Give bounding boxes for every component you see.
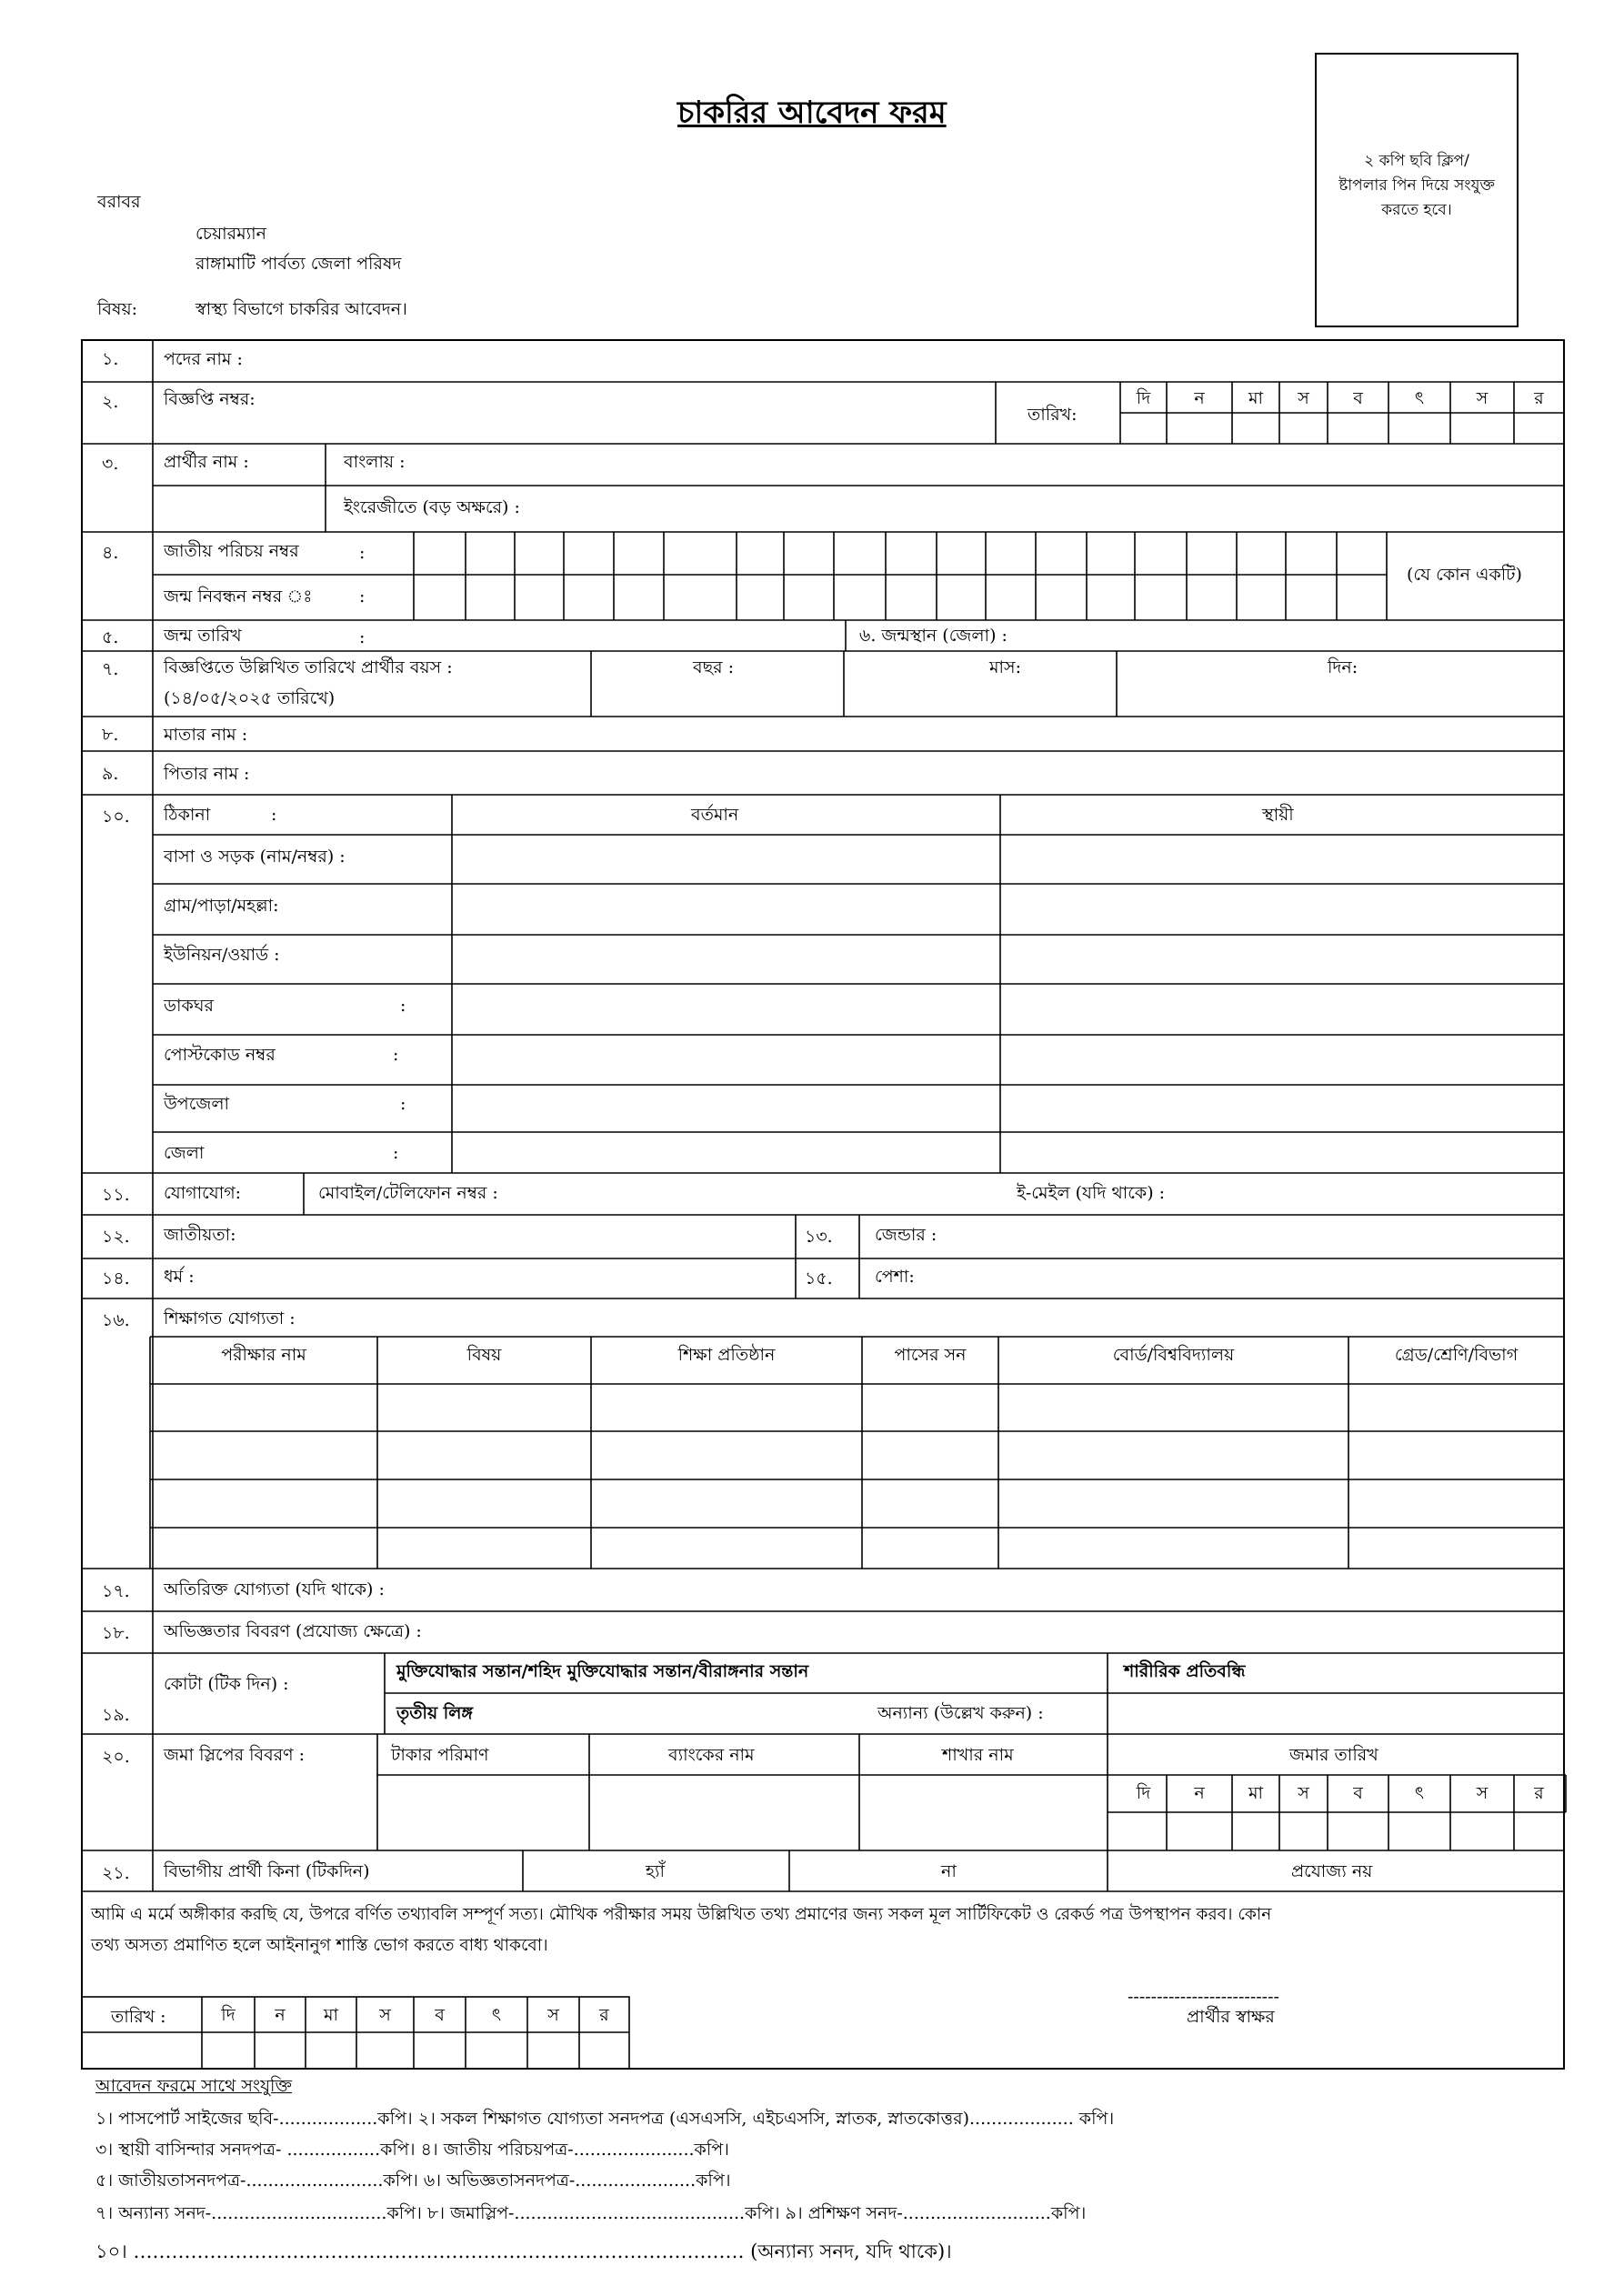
applicant-name-label: প্রার্থীর নাম : <box>164 452 249 472</box>
gender-label: জেন্ডার : <box>875 1225 937 1245</box>
deposit-date-box-label-1: ন <box>1194 1783 1205 1803</box>
edu-header-5: গ্রেড/শ্রেণি/বিভাগ <box>1394 1345 1519 1365</box>
edu-header-4: বোর্ড/বিশ্ববিদ্যালয় <box>1112 1345 1235 1365</box>
deposit-date-box-label-7: র <box>1534 1783 1544 1803</box>
deposit-date-box-label-4: ব <box>1353 1783 1363 1803</box>
circular-date-label: তারিখ: <box>1028 405 1078 425</box>
dept-yes-option[interactable]: হ্যাঁ <box>646 1861 666 1881</box>
age-date: (১৪/০৫/২০২৫ তারিখে) <box>164 688 336 708</box>
circular-date-box-label-2: মা <box>1248 388 1264 408</box>
education-label: শিক্ষাগত যোগ্যতা : <box>164 1308 296 1328</box>
to-label: বরাবর <box>97 192 141 212</box>
address-label: ঠিকানা <box>164 805 211 825</box>
subject-text: স্বাস্থ্য বিভাগে চাকরির আবেদন। <box>195 299 407 319</box>
row-number-12: ১২. <box>102 1227 130 1247</box>
circular-no-label: বিজ্ঞপ্তি নম্বর: <box>164 389 256 409</box>
attachments-heading: আবেদন ফরমে সাথে সংযুক্তি <box>95 2076 292 2096</box>
addr-union-label: ইউনিয়ন/ওয়ার্ড : <box>164 945 280 965</box>
extra-qual-label: অতিরিক্ত যোগ্যতা (যদি থাকে) : <box>164 1579 385 1599</box>
nid-colon: : <box>359 543 366 563</box>
addressee-line1: চেয়ারম্যান <box>195 224 267 244</box>
dept-no-option[interactable]: না <box>941 1861 957 1881</box>
post-name-label: পদের নাম : <box>164 349 243 369</box>
row-number-4: ৪. <box>102 543 119 563</box>
circular-date-box-label-4: ব <box>1353 388 1363 408</box>
quota-third-gender[interactable]: তৃতীয় লিঙ্গ <box>396 1703 473 1723</box>
age-month-label: মাস: <box>989 657 1022 677</box>
edu-header-1: বিষয় <box>466 1345 502 1365</box>
declaration-line1: আমি এ মর্মে অঙ্গীকার করছি যে, উপরে বর্ণিত তথ্যাবলি সম্পূর্ণ সত্য। মৌখিক পরীক্ষার সময় উল্লিখিত তথ্য প্রমাণের জন্য সকল মূল সার্টিফিকেট ও রেকর্ড পত্র উপস্থাপন করব। কোন <box>91 1905 1272 1924</box>
circular-date-box-label-3: স <box>1298 388 1309 408</box>
circular-date-box-label-6: স <box>1476 388 1489 408</box>
deposit-label: জমা স্লিপের বিবরণ : <box>164 1745 306 1765</box>
subject-label: বিষয়: <box>97 299 138 319</box>
deposit-bank-header: ব্যাংকের নাম <box>668 1745 755 1765</box>
addressee-line2: রাঙ্গামাটি পার্বত্য জেলা পরিষদ <box>195 254 402 274</box>
addr-district-label: জেলা <box>164 1143 205 1163</box>
deposit-date-box-label-3: স <box>1298 1783 1309 1803</box>
sign-date-box-label-0: দি <box>221 2005 236 2025</box>
addr-upazila-colon: : <box>400 1094 406 1114</box>
form-title: চাকরির আবেদন ফরম <box>677 95 947 131</box>
addr-post-colon: : <box>400 996 406 1016</box>
quota-disabled[interactable]: শারীরিক প্রতিবন্ধি <box>1124 1661 1246 1681</box>
dob-label: জন্ম তারিখ <box>164 626 242 646</box>
addr-post-label: ডাকঘর <box>164 996 214 1016</box>
dob-colon: : <box>359 627 366 647</box>
father-label: পিতার নাম : <box>164 764 250 784</box>
quota-label: কোটা (টিক দিন) : <box>164 1674 289 1694</box>
sign-date-box-label-5: ৎ <box>491 2005 502 2025</box>
edu-header-3: পাসের সন <box>894 1345 967 1365</box>
contact-label: যোগাযোগ: <box>164 1183 242 1203</box>
deposit-date-box-label-5: ৎ <box>1414 1783 1425 1803</box>
nationality-label: জাতীয়তা: <box>164 1225 236 1245</box>
photo-note: ২ কপি ছবি ক্লিপ/ ষ্টাপলার পিন দিয়ে সংযুক্ত করতে হবে। <box>1338 152 1495 219</box>
row-number-2: ২. <box>102 392 119 412</box>
any-one-note: (যে কোন একটি) <box>1407 565 1522 585</box>
edu-header-2: শিক্ষা প্রতিষ্ঠান <box>677 1345 776 1365</box>
attachment-line3: ৫। জাতীয়তাসনদপত্র-.........................কপি। ৬। অভিজ্ঞতাসনদপত্র-......................কপি। <box>95 2171 731 2191</box>
row-number-17: ১৭. <box>102 1581 130 1601</box>
quota-freedom-fighter[interactable]: মুক্তিযোদ্ধার সন্তান/শহিদ মুক্তিযোদ্ধার সন্তান/বীরাঙ্গনার সন্তান <box>396 1661 809 1681</box>
birth-reg-colon: : <box>359 587 366 607</box>
row-number-21: ২১. <box>102 1863 130 1883</box>
email-label: ই-মেইল (যদি থাকে) : <box>1017 1183 1166 1203</box>
row-number-18: ১৮. <box>102 1623 130 1643</box>
attachment-line4: ৭। অন্যান্য সনদ-................................কপি। ৮। জমাস্লিপ-..........................................কপি। ৯। প্রশিক্ষণ সনদ-...........................কপি। <box>95 2203 1087 2223</box>
deposit-date-box-label-0: দি <box>1136 1783 1151 1803</box>
address-colon: : <box>271 805 277 825</box>
dept-na-option[interactable]: প্রযোজ্য নয় <box>1291 1861 1373 1881</box>
sign-date-box-label-4: ব <box>435 2005 445 2025</box>
row-number-8: ৮. <box>102 725 119 745</box>
circular-date-box-label-7: র <box>1534 388 1544 408</box>
addr-postcode-colon: : <box>393 1045 399 1065</box>
row-number-10: ১০. <box>102 807 130 827</box>
permanent-address-header: স্থায়ী <box>1262 805 1294 825</box>
addr-village-label: গ্রাম/পাড়া/মহল্লা: <box>164 896 279 916</box>
row-number-19: ১৯. <box>102 1705 130 1725</box>
sign-date-box-label-2: মা <box>323 2005 339 2025</box>
row-number-16: ১৬. <box>102 1310 130 1330</box>
name-english-label: ইংরেজীতে (বড় অক্ষরে) : <box>344 497 520 517</box>
edu-header-0: পরীক্ষার নাম <box>221 1345 306 1365</box>
deposit-amount-header: টাকার পরিমাণ <box>391 1745 489 1765</box>
attachment-line1: ১। পাসপোর্ট সাইজের ছবি-..................কপি। ২। সকল শিক্ষাগত যোগ্যতা সনদপত্র (এসএসসি, এইচএসসি, স্নাতক, স্নাতকোত্তর)................... কপি। <box>95 2109 1115 2129</box>
experience-label: অভিজ্ঞতার বিবরণ (প্রযোজ্য ক্ষেত্রে) : <box>164 1621 422 1641</box>
religion-label: ধর্ম : <box>164 1267 195 1287</box>
row-number-15: ১৫. <box>805 1268 833 1288</box>
occupation-label: পেশা: <box>875 1267 915 1287</box>
circular-date-box-label-0: দি <box>1136 388 1151 408</box>
birth-reg-label: জন্ম নিবন্ধন নম্বর ঃ <box>164 587 313 607</box>
quota-other[interactable]: অন্যান্য (উল্লেখ করুন) : <box>877 1703 1044 1723</box>
declaration-line2: তথ্য অসত্য প্রমাণিত হলে আইনানুগ শাস্তি ভোগ করতে বাধ্য থাকবো। <box>91 1936 548 1955</box>
deposit-date-header: জমার তারিখ <box>1289 1745 1378 1765</box>
row-number-3: ৩. <box>102 454 119 474</box>
row-number-9: ৯. <box>102 764 119 784</box>
sign-date-label: তারিখ : <box>111 2007 166 2027</box>
mother-label: মাতার নাম : <box>164 725 248 745</box>
dept-candidate-label: বিভাগীয় প্রার্থী কিনা (টিকদিন) <box>164 1861 370 1881</box>
birthplace-label: ৬. জন্মস্থান (জেলা) : <box>859 626 1007 646</box>
attachment-line5: ১০। …………………………………………………………………………………… (অন্যান্য সনদ, যদি থাকে)। <box>95 2241 952 2262</box>
addr-district-colon: : <box>393 1143 399 1163</box>
circular-date-box-label-5: ৎ <box>1414 388 1425 408</box>
mobile-label: মোবাইল/টেলিফোন নম্বর : <box>318 1183 498 1203</box>
attachment-line2: ৩। স্থায়ী বাসিন্দার সনদপত্র- .................কপি। ৪। জাতীয় পরিচয়পত্র-......................কপি। <box>95 2140 729 2160</box>
row-number-14: ১৪. <box>102 1268 130 1288</box>
age-label: বিজ্ঞপ্তিতে উল্লিখিত তারিখে প্রার্থীর বয়স : <box>164 657 453 677</box>
name-bangla-label: বাংলায় : <box>344 452 406 472</box>
sign-date-box-label-3: স <box>379 2005 391 2025</box>
deposit-date-box-label-6: স <box>1476 1783 1489 1803</box>
addr-road-label: বাসা ও সড়ক (নাম/নম্বর) : <box>164 847 346 867</box>
row-number-7: ৭. <box>102 659 119 679</box>
addr-upazila-label: উপজেলা <box>164 1094 229 1114</box>
row-number-1: ১. <box>102 349 119 369</box>
row-number-5: ৫. <box>102 627 119 647</box>
signature-label: প্রার্থীর স্বাক্ষর <box>1187 2007 1275 2027</box>
circular-date-box-label-1: ন <box>1194 388 1205 408</box>
sign-date-box-label-1: ন <box>275 2005 286 2025</box>
nid-label: জাতীয় পরিচয় নম্বর <box>164 541 299 561</box>
present-address-header: বর্তমান <box>691 805 739 825</box>
age-year-label: বছর : <box>693 657 734 677</box>
age-day-label: দিন: <box>1328 657 1358 677</box>
signature-line: -------------------------- <box>1128 1987 1279 2007</box>
deposit-branch-header: শাখার নাম <box>942 1745 1014 1765</box>
deposit-date-box-label-2: মা <box>1248 1783 1264 1803</box>
row-number-13: ১৩. <box>805 1227 833 1247</box>
sign-date-box-label-6: স <box>547 2005 559 2025</box>
row-number-11: ১১. <box>102 1185 130 1205</box>
sign-date-box-label-7: র <box>599 2005 609 2025</box>
row-number-20: ২০. <box>102 1747 130 1767</box>
addr-postcode-label: পোস্টকোড নম্বর <box>164 1045 276 1065</box>
